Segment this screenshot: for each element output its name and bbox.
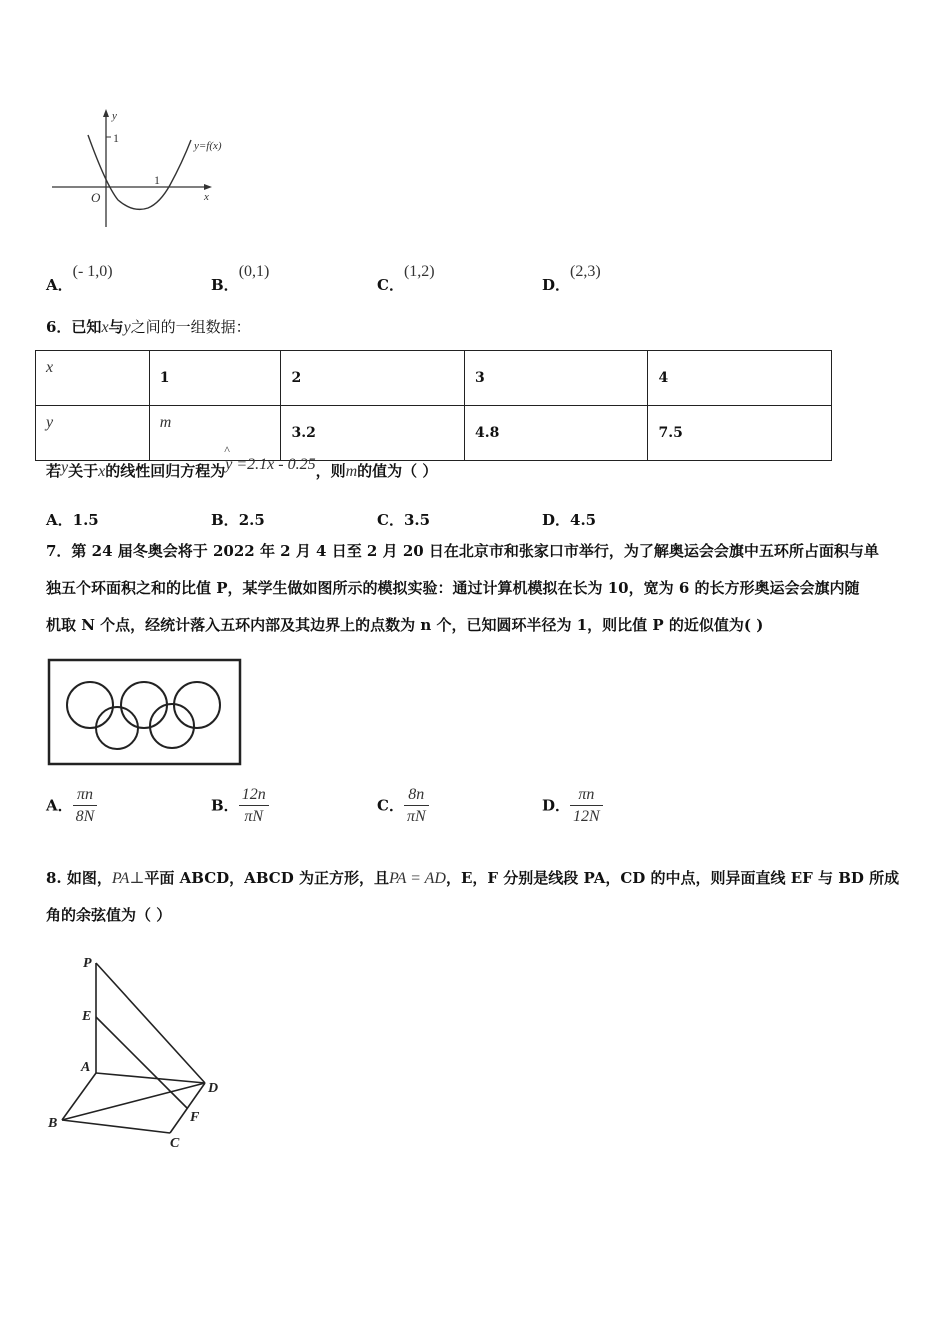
table-cell: x <box>36 351 150 406</box>
regression-equation: ^ y =2.1x - 0.25 <box>225 446 315 483</box>
option-value: (- 1,0) <box>72 263 113 280</box>
y-tick-label: 1 <box>113 131 119 145</box>
q7-option-c[interactable]: C． $\frac{8n}{\pi N}$ <box>377 785 429 828</box>
vertex-label-f: F <box>190 1110 200 1125</box>
table-cell: 2 <box>281 351 465 406</box>
hat-symbol: ^ <box>224 443 230 457</box>
option-letter: A． <box>46 276 73 294</box>
q5-option-a[interactable] <box>46 263 113 295</box>
option-letter: D． <box>542 276 571 294</box>
q6-option-d[interactable]: D．4.5 <box>542 511 597 529</box>
table-cell: 4.8 <box>464 406 648 461</box>
q8-line: 8. 如图，PA⊥平面 ABCD，ABCD 为正方形，且PA = AD，E，F 分别是线段 PA，CD 的中点，则异面直线 EF 与 BD 所成 <box>46 869 900 887</box>
q5-option-b[interactable] <box>211 263 270 295</box>
q7-option-d[interactable]: D． $\frac{\pi n}{12N}$ <box>542 785 603 828</box>
vertex-label-e: E <box>82 1009 92 1024</box>
vertex-label-d: D <box>208 1081 219 1096</box>
q5-option-c[interactable] <box>377 263 435 295</box>
q8-text <box>46 860 916 934</box>
fraction: $\frac{12n}{\pi N}$ <box>239 785 269 828</box>
vertex-label-p: P <box>83 956 92 971</box>
q7-option-b[interactable]: B． $\frac{12n}{\pi N}$ <box>211 785 269 828</box>
x-axis-arrow <box>204 184 212 190</box>
x-tick-label: 1 <box>154 173 160 187</box>
fraction: $\frac{8n}{\pi N}$ <box>404 785 429 828</box>
fraction: $\frac{\pi n}{8N}$ <box>73 785 98 828</box>
table-cell: 7.5 <box>648 406 832 461</box>
curve <box>88 135 191 209</box>
option-letter: B． <box>211 276 239 294</box>
q6-option-b[interactable]: B．2.5 <box>211 511 265 529</box>
origin-label: O <box>91 190 101 205</box>
pyramid-figure <box>40 945 240 1165</box>
x-axis-label: x <box>204 191 209 203</box>
fraction: $\frac{\pi n}{12N}$ <box>570 785 603 828</box>
q5-option-d[interactable] <box>542 263 601 295</box>
ring-top-left <box>67 682 113 728</box>
table-cell: 4 <box>648 351 832 406</box>
table-cell: 3 <box>464 351 648 406</box>
q6-intro: 6．已知x与y之间的一组数据： <box>46 318 251 336</box>
table-cell: 1 <box>149 351 281 406</box>
table-cell: y <box>36 406 150 461</box>
vertex-label-b: B <box>48 1116 58 1131</box>
option-value: (2,3) <box>570 263 601 280</box>
vertex-label-c: C <box>170 1136 180 1151</box>
olympic-flag-figure <box>46 656 244 768</box>
q8-line: 角的余弦值为（ ） <box>46 906 172 924</box>
option-letter: C． <box>377 276 404 294</box>
q7-line: 独五个环面积之和的比值 P，某学生做如图所示的模拟实验：通过计算机模拟在长为 10，宽为 6 的长方形奥运会会旗内随 <box>46 579 860 597</box>
table-row <box>36 351 832 406</box>
q7-text <box>46 533 916 644</box>
data-table <box>35 350 832 461</box>
y-axis-label: y <box>112 110 117 122</box>
function-graph <box>48 105 248 235</box>
q6-condition: 若y关于x的线性回归方程为 ^ y =2.1x - 0.25，则m的值为（ ） <box>46 453 437 490</box>
ring-bottom-left <box>96 707 138 749</box>
flag-rectangle <box>49 660 240 764</box>
q6-option-c[interactable]: C．3.5 <box>377 511 431 529</box>
q7-option-a[interactable]: A． $\frac{\pi n}{8N}$ <box>46 785 97 828</box>
q6-option-a[interactable]: A．1.5 <box>46 511 99 529</box>
y-axis-arrow <box>103 109 109 117</box>
curve-label: y=f(x) <box>194 140 222 152</box>
ring-top-middle <box>121 682 167 728</box>
vertex-label-a: A <box>81 1060 91 1075</box>
table-cell: 3.2 <box>281 406 465 461</box>
option-value: (1,2) <box>403 263 435 280</box>
q7-line: 机取 N 个点，经统计落入五环内部及其边界上的点数为 n 个，已知圆环半径为 1，则比值 P 的近似值为( ) <box>46 616 764 634</box>
option-value: (0,1) <box>238 263 270 280</box>
table-cell: m <box>149 406 281 461</box>
q7-line: 7．第 24 届冬奥会将于 2022 年 2 月 4 日至 2 月 20 日在北京市和张家口市举行，为了解奥运会会旗中五环所占面积与单 <box>46 542 879 560</box>
